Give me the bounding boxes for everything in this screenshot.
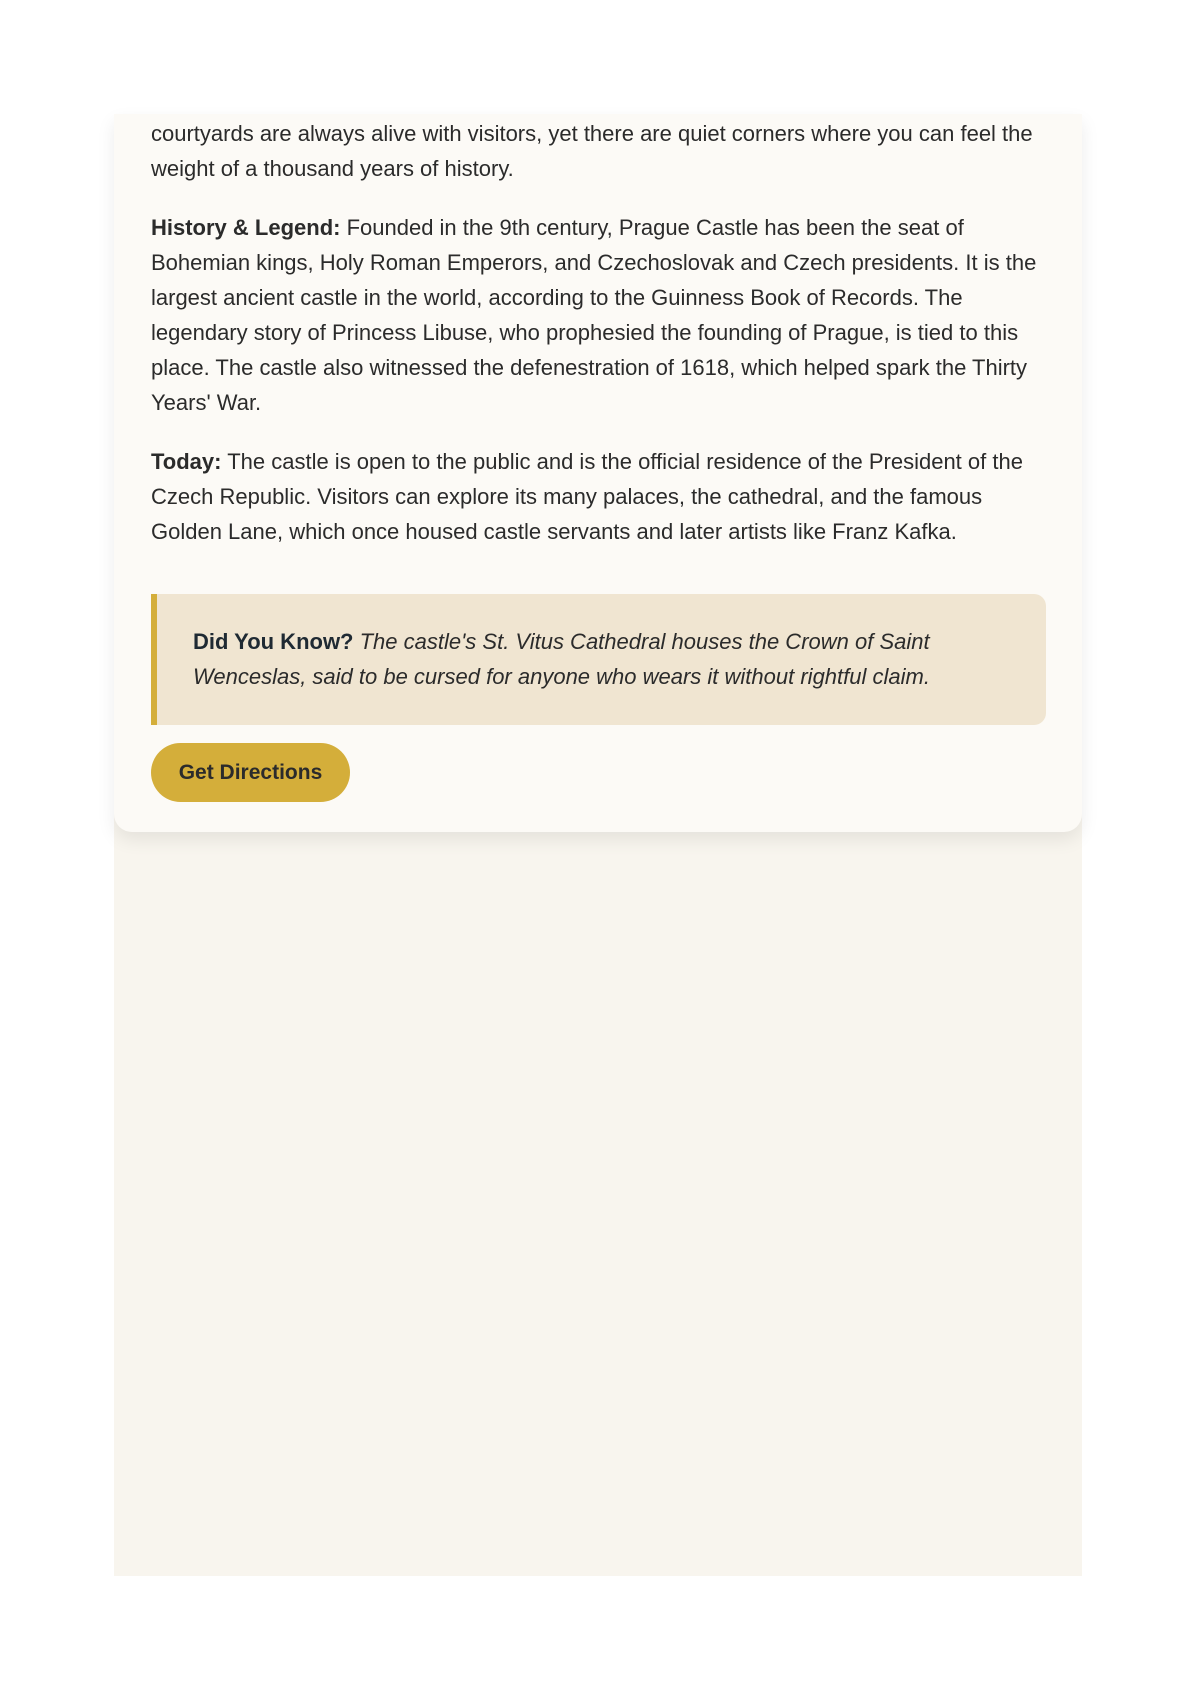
fact-text: The castle's St. Vitus Cathedral houses the Crown of Saint Wenceslas, said to be cursed for anyone who wears it without rightful claim. — [193, 629, 930, 689]
today-label: Today: — [151, 449, 222, 474]
history-label: History & Legend: — [151, 215, 341, 240]
intro-paragraph: courtyards are always alive with visitors, yet there are quiet corners where you can feel the weight of a thousand years of history. — [151, 121, 1033, 181]
fact-title: Did You Know? — [193, 629, 354, 654]
history-paragraph — [151, 210, 1045, 420]
history-text: Founded in the 9th century, Prague Castle has been the seat of Bohemian kings, Holy Roman Emperors, and Czechoslovak and Czech presidents. It is the largest ancient castle in the world, according to the Guinness Book of Records. The legendary story of Princess Libuse, who prophesied the founding of Prague, is tied to this place. The castle also witnessed the defenestration of 1618, which helped spark the Thirty Years' War. — [151, 215, 1037, 415]
get-directions-button[interactable]: Get Directions — [151, 743, 350, 802]
attraction-card — [114, 114, 1082, 832]
today-paragraph — [151, 444, 1045, 549]
today-text: The castle is open to the public and is the official residence of the President of the Czech Republic. Visitors can explore its many palaces, the cathedral, and the famous Golden Lane, which once housed castle servants and later artists like Franz Kafka. — [151, 449, 1023, 544]
did-you-know-callout — [151, 594, 1046, 725]
fact-paragraph — [193, 624, 1010, 694]
